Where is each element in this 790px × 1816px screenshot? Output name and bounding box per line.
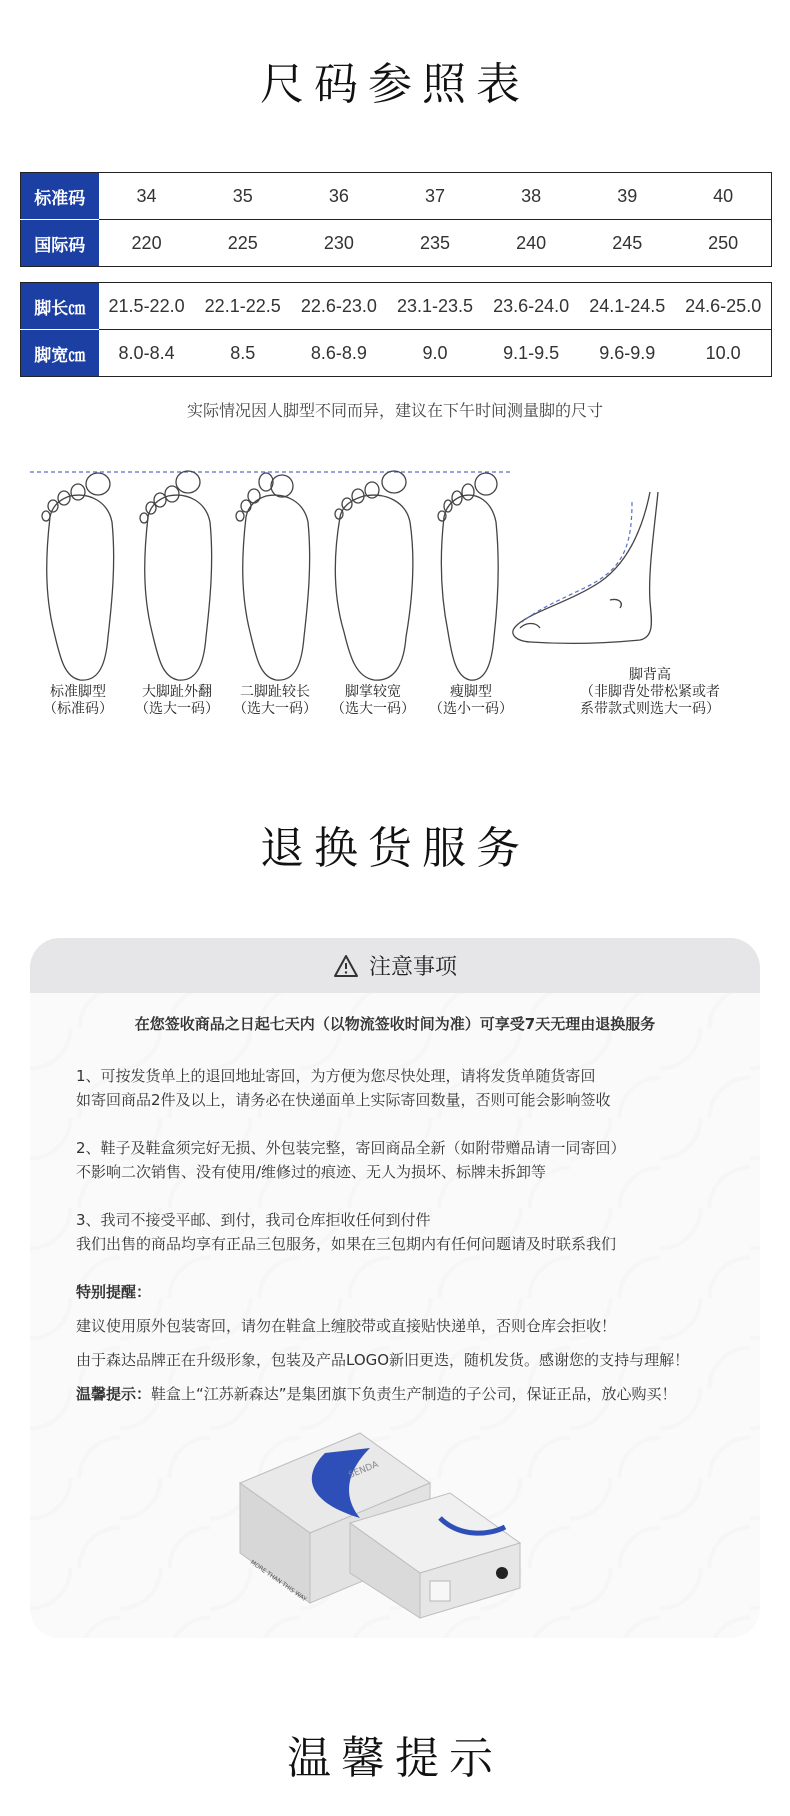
- size-cell: 36: [328, 185, 349, 206]
- size-cell: 35: [232, 185, 253, 206]
- size-cell: 8.0-8.4: [99, 330, 195, 377]
- foot-type-diagrams: [20, 462, 772, 722]
- notice-card-body: [30, 993, 760, 1638]
- size-cell: 8.6-8.9: [291, 330, 387, 377]
- size-cell: 21.5-22.0: [108, 295, 185, 316]
- tips-title: 温馨提示: [287, 1733, 503, 1784]
- size-cell: 23.1-23.5: [396, 295, 474, 316]
- size-cell: 22.6-23.0: [300, 295, 377, 316]
- box-lid-brand-text: SENDA: [347, 1459, 380, 1481]
- size-cell: 40: [713, 185, 734, 206]
- size-table-measurements: [20, 282, 772, 377]
- row-label: 脚长㎝: [21, 283, 99, 330]
- size-cell: 225: [195, 220, 291, 267]
- size-cell: 22.1-22.5: [204, 295, 281, 316]
- row-label: 国际码: [21, 220, 99, 267]
- size-cell: 34: [136, 185, 157, 206]
- size-cell: 23.6-24.0: [493, 295, 570, 316]
- box-side-slogan-text: MORE THAN THIS WAY: [248, 1558, 308, 1604]
- size-code-row: [21, 173, 772, 220]
- size-cell: 8.5: [195, 330, 291, 377]
- size-cell: 250: [675, 220, 771, 267]
- size-cell: 39: [617, 185, 638, 206]
- returns-title: 退换货服务: [260, 823, 530, 874]
- size-code-row: [21, 220, 772, 267]
- foot-type-standard: 标准脚型 （标准码）: [43, 684, 113, 717]
- size-chart-title: 尺码参照表: [260, 59, 530, 110]
- rule-3-line-2: 我们出售的商品均享有正品三包服务，如果在三包期内有任何问题请及时联系我们: [76, 1235, 617, 1253]
- foot-type-high-instep: 脚背高 （非脚背处带松紧或者 系带款式则选大一码）: [580, 667, 720, 717]
- rule-2-line-1: 2、鞋子及鞋盒须完好无损、外包装完整，寄回商品全新（如附带赠品请一同寄回）: [76, 1139, 626, 1157]
- shoe-box-illustration: [230, 1423, 560, 1623]
- row-label: 标准码: [21, 173, 99, 220]
- size-cell: 24.6-25.0: [685, 295, 762, 316]
- size-cell: 38: [521, 185, 542, 206]
- foot-type-slim: 瘦脚型 （选小一码）: [429, 684, 513, 717]
- size-cell: 9.6-9.9: [579, 330, 675, 377]
- size-cell: 245: [579, 220, 675, 267]
- measure-note: 实际情况因人脚型不同而异，建议在下午时间测量脚的尺寸: [186, 401, 603, 420]
- rule-1-line-1: 1、可按发货单上的退回地址寄回，为方便为您尽快处理，请将发货单随货寄回: [76, 1067, 596, 1085]
- size-cell: 37: [424, 185, 445, 206]
- size-cell: 240: [483, 220, 579, 267]
- size-cell: 9.1-9.5: [483, 330, 579, 377]
- foot-measure-row: [21, 330, 772, 377]
- warm-tip-text: 鞋盒上“江苏新森达”是集团旗下负责生产制造的子公司，保证正品，放心购买！: [151, 1385, 677, 1403]
- notice-card-title: 注意事项: [368, 955, 457, 980]
- size-table-codes: [20, 172, 772, 267]
- rule-2-line-2: 不影响二次销售、没有使用/维修过的痕迹、无人为损坏、标牌未拆卸等: [76, 1163, 547, 1181]
- size-cell: 230: [291, 220, 387, 267]
- size-cell: 235: [387, 220, 483, 267]
- warm-tip-label: 温馨提示：: [76, 1385, 152, 1403]
- warning-triangle-icon: [333, 954, 359, 978]
- foot-type-long-second-toe: 二脚趾较长 （选大一码）: [233, 684, 317, 717]
- foot-type-wide: 脚掌较宽 （选大一码）: [331, 684, 415, 717]
- notice-card-header: [30, 938, 760, 993]
- rule-3-line-1: 3、我司不接受平邮、到付，我司仓库拒收任何到付件: [76, 1211, 431, 1229]
- special-reminder-line-1: 建议使用原外包装寄回，请勿在鞋盒上缠胶带或直接贴快递单，否则仓库会拒收！: [76, 1317, 617, 1335]
- row-label: 脚宽㎝: [21, 330, 99, 377]
- size-cell: 24.1-24.5: [589, 295, 666, 316]
- special-reminder-line-2: 由于森达品牌正在升级形象，包装及产品LOGO新旧更迭，随机发货。感谢您的支持与理解！: [76, 1351, 690, 1369]
- special-reminder-label: 特别提醒：: [76, 1283, 152, 1301]
- rule-1-line-2: 如寄回商品2件及以上，请务必在快递面单上实际寄回数量，否则可能会影响签收: [76, 1091, 611, 1109]
- returns-headline: 在您签收商品之日起七天内（以物流签收时间为准）可享受7天无理由退换服务: [134, 1015, 656, 1033]
- notice-card: [30, 938, 760, 1638]
- size-cell: 220: [99, 220, 195, 267]
- warm-tip-line: [76, 1383, 726, 1404]
- foot-type-bunion: 大脚趾外翻 （选大一码）: [135, 684, 219, 717]
- foot-measure-row: [21, 283, 772, 330]
- size-cell: 9.0: [387, 330, 483, 377]
- size-cell: 10.0: [675, 330, 771, 377]
